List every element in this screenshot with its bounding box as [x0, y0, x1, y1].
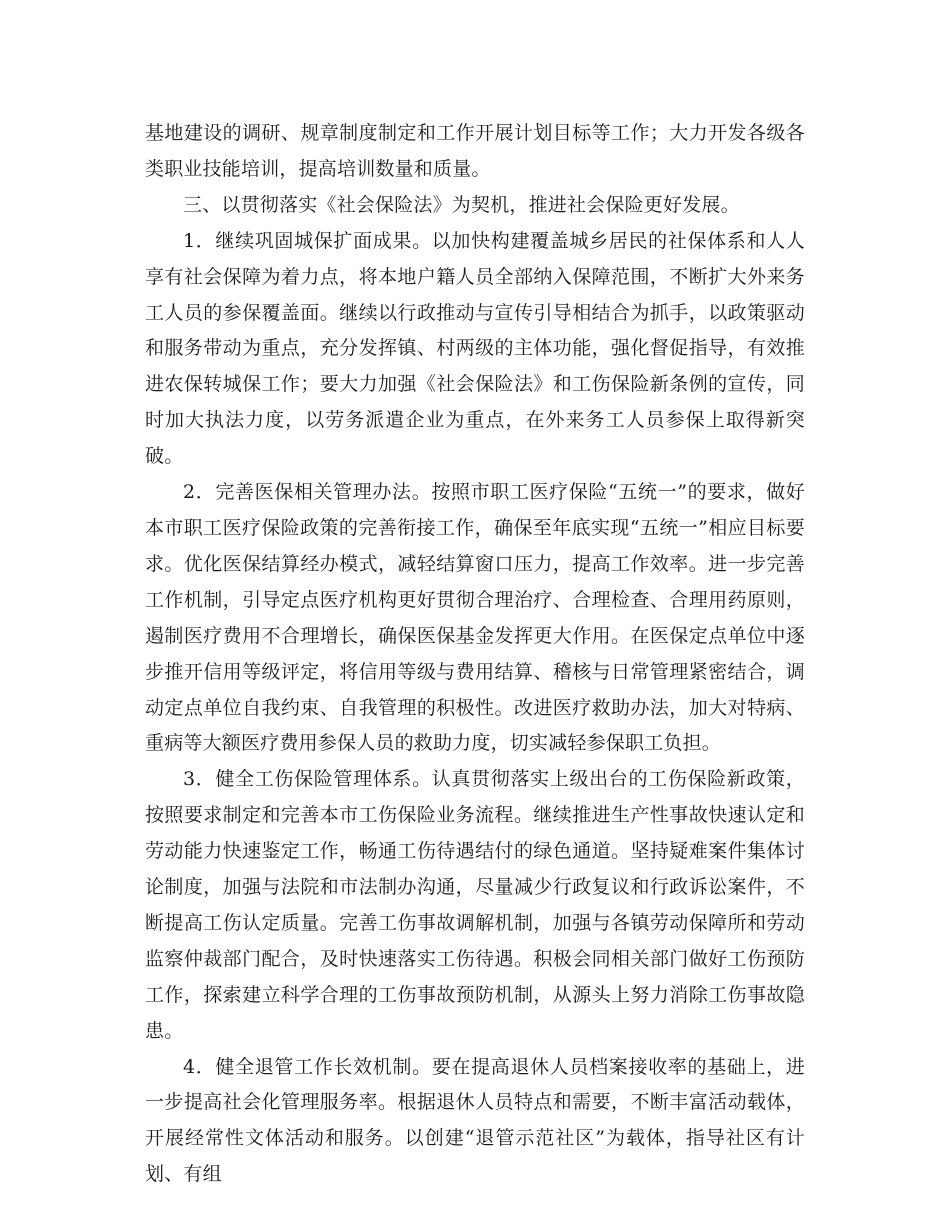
paragraph-item-4: 4．健全退管工作长效机制。要在提高退休人员档案接收率的基础上，进一步提高社会化管理服务率。根据退休人员特点和需要，不断丰富活动载体，开展经常性文体活动和服务。以创建“退管示范社区”为载体，指导社区有计划、有组 [145, 1055, 805, 1186]
paragraph-continuation: 基地建设的调研、规章制度制定和工作开展计划目标等工作；大力开发各级各类职业技能培训，提高培训数量和质量。 [145, 122, 805, 180]
paragraph-item-2: 2．完善医保相关管理办法。按照市职工医疗保险“五统一”的要求，做好本市职工医疗保险政策的完善衔接工作，确保至年底实现“五统一”相应目标要求。优化医保结算经办模式，减轻结算窗口压力，提高工作效率。进一步完善工作机制，引导定点医疗机构更好贯彻合理治疗、合理检查、合理用药原则，遏制医疗费用不合理增长，确保医保基金发挥更大作用。在医保定点单位中逐步推开信用等级评定，将信用等级与费用结算、稽核与日常管理紧密结合，调动定点单位自我约束、自我管理的积极性。改进医疗救助办法，加大对特病、重病等大额医疗费用参保人员的救助力度，切实减轻参保职工负担。 [145, 481, 805, 755]
section-heading-3: 三、以贯彻落实《社会保险法》为契机，推进社会保险更好发展。 [183, 193, 740, 216]
paragraph-item-1: 1．继续巩固城保扩面成果。以加快构建覆盖城乡居民的社保体系和人人享有社会保障为着力点，将本地户籍人员全部纳入保障范围，不断扩大外来务工人员的参保覆盖面。继续以行政推动与宣传引导相结合为抓手，以政策驱动和服务带动为重点，充分发挥镇、村两级的主体功能，强化督促指导，有效推进农保转城保工作；要大力加强《社会保险法》和工伤保险新条例的宣传，同时加大执法力度，以劳务派遣企业为重点，在外来务工人员参保上取得新突破。 [145, 229, 805, 468]
paragraph-item-3: 3．健全工伤保险管理体系。认真贯彻落实上级出台的工伤保险新政策，按照要求制定和完善本市工伤保险业务流程。继续推进生产性事故快速认定和劳动能力快速鉴定工作，畅通工伤待遇结付的绿色通道。坚持疑难案件集体讨论制度，加强与法院和市法制办沟通，尽量减少行政复议和行政诉讼案件，不断提高工伤认定质量。完善工伤事故调解机制，加强与各镇劳动保障所和劳动监察仲裁部门配合，及时快速落实工伤待遇。积极会同相关部门做好工伤预防工作，探索建立科学合理的工伤事故预防机制，从源头上努力消除工伤事故隐患。 [145, 768, 805, 1042]
document-body [145, 116, 805, 1193]
